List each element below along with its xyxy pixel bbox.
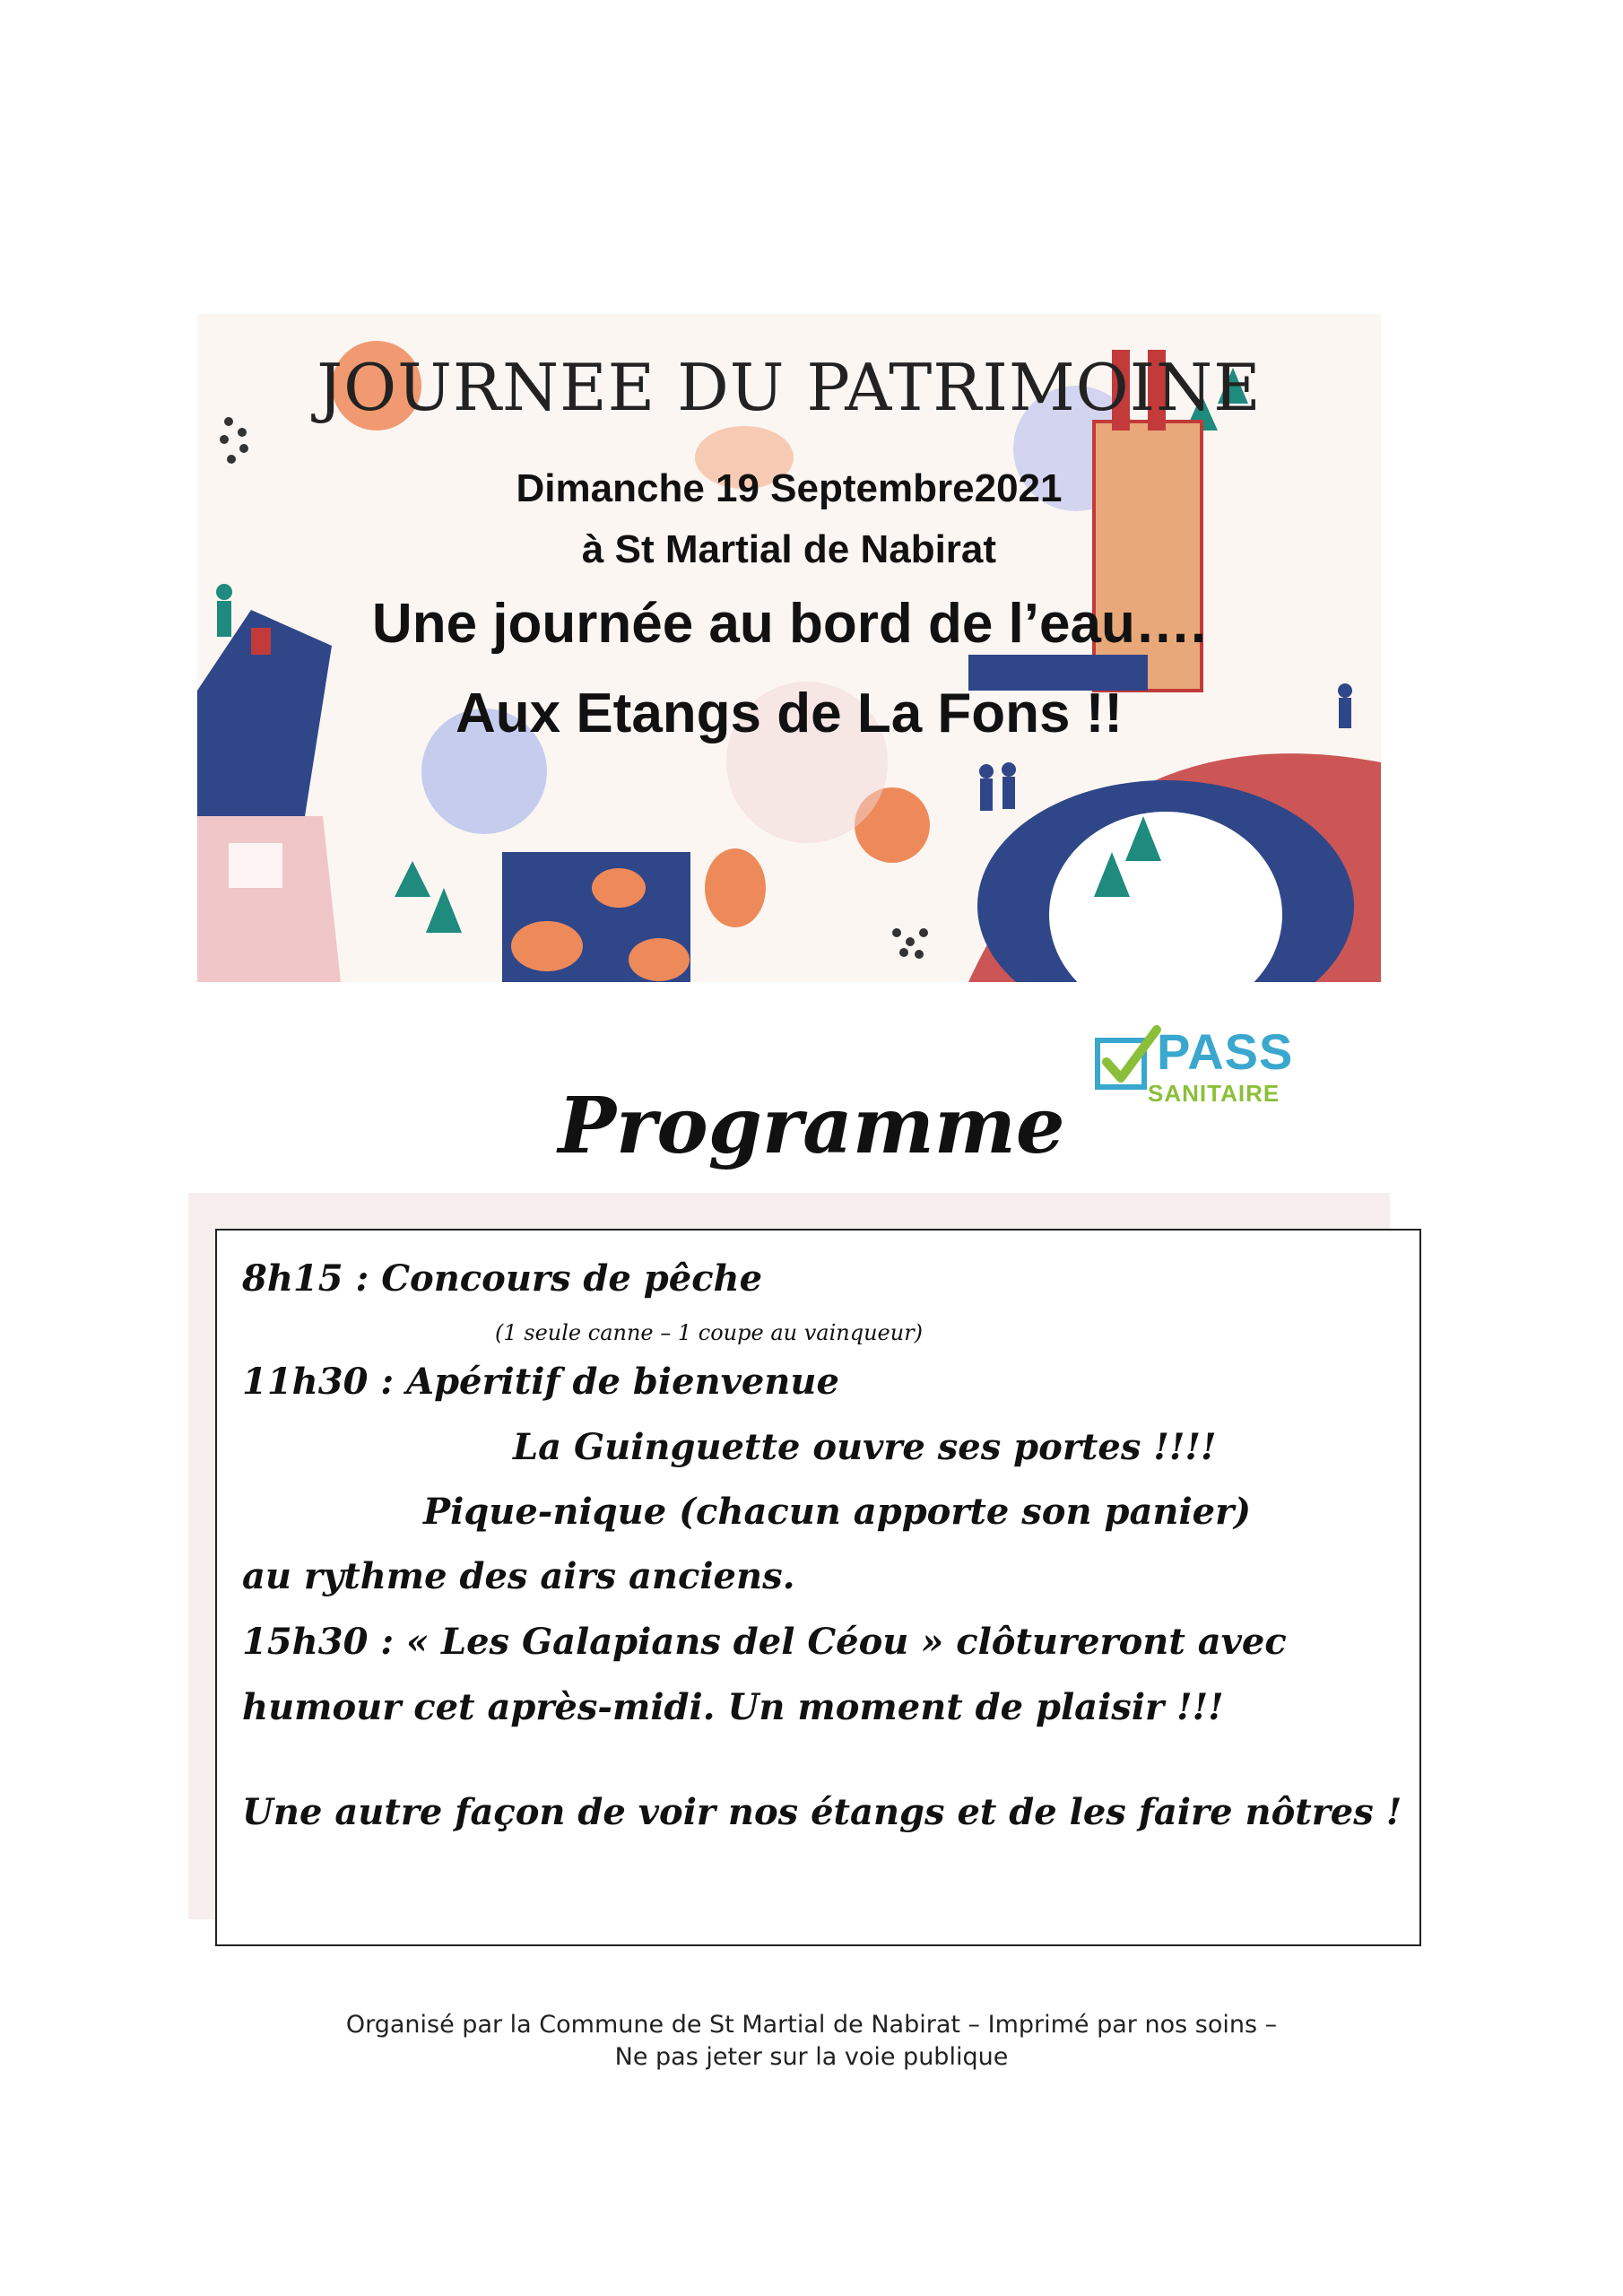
sanitaire-word: SANITAIRE (1148, 1080, 1280, 1107)
event-date: Dimanche 19 Septembre2021 (516, 466, 1063, 510)
program-line-9: Une autre façon de voir nos étangs et de les faire nôtres ! (242, 1791, 1402, 1833)
program-line-7: 15h30 : « Les Galapians del Céou » clôtureront avec (242, 1621, 1287, 1663)
program-line-5: Pique-nique (chacun apporte son panier) (423, 1491, 1252, 1533)
program-line-8: humour cet après-midi. Un moment de plaisir !!! (242, 1686, 1224, 1728)
programme-heading: Programme (558, 1081, 1065, 1171)
event-tagline-1: Une journée au bord de l’eau…. (371, 593, 1207, 655)
program-line-3: 11h30 : Apéritif de bienvenue (242, 1361, 839, 1403)
program-box (215, 1229, 1421, 1946)
program-line-4: La Guinguette ouvre ses portes !!!! (513, 1426, 1217, 1468)
pass-word: PASS (1157, 1023, 1294, 1080)
event-title: JOURNEE DU PATRIMOINE (317, 350, 1262, 425)
event-place: à St Martial de Nabirat (581, 527, 997, 571)
event-tagline-2: Aux Etangs de La Fons !! (455, 683, 1124, 744)
footer (0, 2009, 1623, 2074)
footer-line-1: Organisé par la Commune de St Martial de Nabirat – Imprimé par nos soins – (345, 2011, 1278, 2039)
program-line-6: au rythme des airs anciens. (242, 1555, 795, 1597)
footer-line-2: Ne pas jeter sur la voie publique (614, 2043, 1009, 2071)
program-line-2: (1 seule canne – 1 coupe au vainqueur) (495, 1320, 924, 1345)
program-line-1: 8h15 : Concours de pêche (242, 1257, 763, 1300)
event-banner (197, 314, 1381, 982)
